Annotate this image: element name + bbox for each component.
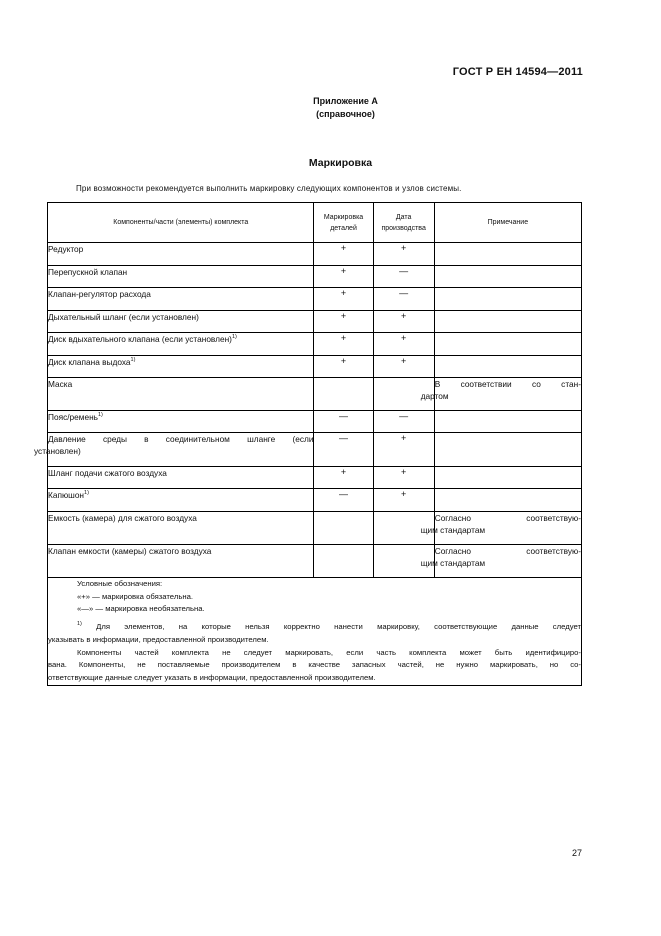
note-cell (434, 489, 581, 512)
footnote-line (48, 621, 581, 634)
annex-heading (0, 95, 661, 121)
note-cell (434, 333, 581, 356)
component-text: Перепускной клапан (48, 267, 128, 277)
note-cell (434, 467, 581, 489)
component-cell (48, 243, 314, 266)
footnote-mark: 1) (77, 621, 82, 628)
component-cell (48, 288, 314, 311)
table-row (48, 545, 582, 578)
component-cell (48, 311, 314, 333)
legend-cell (48, 578, 582, 686)
component-cell (48, 489, 314, 512)
annex-title: Приложение А (313, 96, 378, 106)
footnote-line: указывать в информации, предоставленной производителем. (48, 634, 269, 644)
section-title-text: Маркировка (308, 157, 373, 169)
marking-table (34, 202, 582, 686)
table-row (48, 411, 582, 433)
component-cell (48, 356, 314, 378)
note-cell (434, 288, 581, 311)
header-note: Примечание (434, 203, 581, 243)
component-text: Дыхательный шланг (если установлен) (48, 312, 199, 322)
header-date-line2: производства (381, 224, 426, 232)
table-row (48, 311, 582, 333)
component-cell (48, 545, 314, 578)
paragraph-line: Компоненты частей комплекта не следует маркировать, если часть комплекта может быть идентифициро- (77, 647, 581, 657)
header-marking-line1: Маркировка (323, 213, 364, 221)
component-line: установлен) (34, 446, 81, 456)
date-cell: + (373, 467, 434, 489)
component-cell (48, 266, 314, 288)
note-line: В соответствии со стан- (434, 379, 581, 389)
date-cell: + (373, 489, 434, 512)
component-cell (48, 411, 314, 433)
footnote-ref: 1) (130, 357, 136, 363)
marking-cell: + (314, 356, 373, 378)
legend-plus: «+» — маркировка обязательна. (77, 591, 193, 601)
marking-cell: — (314, 411, 373, 433)
marking-cell: + (314, 333, 373, 356)
legend-title: Условные обозначения: (77, 579, 163, 588)
legend-minus: «—» — маркировка необязательна. (77, 604, 205, 614)
date-cell: + (373, 356, 434, 378)
marking-cell: + (314, 288, 373, 311)
annex-type: (справочное) (316, 109, 375, 119)
table-row (48, 489, 582, 512)
note-cell (434, 356, 581, 378)
note-line: дартом (420, 391, 449, 401)
note-cell (434, 266, 581, 288)
date-cell: — (373, 411, 434, 433)
header-marking (314, 203, 373, 243)
header-marking-line2: деталей (330, 224, 357, 232)
component-line: Давление среды в соединительном шланге (если (48, 434, 314, 444)
marking-cell: + (314, 243, 373, 266)
paragraph-line: ответствующие данные следует указать в информации, предоставленной производителем. (48, 672, 376, 682)
marking-cell (314, 378, 373, 411)
note-line: щим стандартам (420, 558, 486, 568)
table-header-row (48, 203, 582, 243)
note-line: щим стандартам (420, 525, 486, 535)
component-text: Пояс/ремень (48, 412, 98, 422)
component-text: Емкость (камера) для сжатого воздуха (48, 513, 197, 523)
component-cell (48, 467, 314, 489)
intro-text: При возможности рекомендуется выполнить маркировку следующих компонентов и узлов системы. (76, 184, 462, 193)
table-row (48, 243, 582, 266)
component-cell (48, 378, 314, 411)
table-row (48, 433, 582, 467)
date-cell: + (373, 243, 434, 266)
component-text: Диск вдыхательного клапана (если установлен) (48, 334, 232, 344)
footnote-ref: 1) (97, 412, 103, 418)
table-row (48, 333, 582, 356)
date-cell: + (373, 433, 434, 467)
note-line: Согласно соответствую- (434, 546, 581, 556)
note-cell (434, 243, 581, 266)
table-row (48, 467, 582, 489)
marking-cell: — (314, 433, 373, 467)
marking-cell (314, 545, 373, 578)
note-cell (434, 311, 581, 333)
component-text: Маска (48, 379, 73, 389)
note-line: Согласно соответствую- (434, 513, 581, 523)
component-text: Капюшон (48, 490, 85, 500)
table-row (48, 266, 582, 288)
date-cell: — (373, 288, 434, 311)
date-cell: + (373, 311, 434, 333)
component-cell (48, 512, 314, 545)
component-text: Шланг подачи сжатого воздуха (48, 468, 167, 478)
marking-cell: + (314, 467, 373, 489)
footnote-text: Для элементов, на которые нельзя корректно нанести маркировку, соответствующие данные следует (96, 622, 582, 632)
header-date (373, 203, 434, 243)
table-row (48, 512, 582, 545)
marking-cell: — (314, 489, 373, 512)
standard-number: ГОСТ Р ЕН 14594—2011 (452, 66, 583, 78)
note-cell (420, 378, 581, 411)
component-text: Клапан емкости (камеры) сжатого воздуха (48, 546, 212, 556)
note-cell (420, 545, 581, 578)
page-number: 27 (571, 848, 582, 858)
component-cell (48, 333, 314, 356)
footnote-ref: 1) (84, 490, 89, 496)
table-row (48, 356, 582, 378)
marking-cell: + (314, 266, 373, 288)
note-cell (434, 433, 581, 467)
table-row (48, 288, 582, 311)
component-text: Диск клапана выдоха (48, 357, 131, 367)
note-cell (434, 411, 581, 433)
component-cell (34, 433, 314, 467)
legend-row (48, 578, 582, 686)
footnote-ref: 1) (231, 334, 237, 340)
marking-cell: + (314, 311, 373, 333)
marking-cell (314, 512, 373, 545)
paragraph-line: вана. Компоненты, не поставляемые производителем в качестве запасных частей, не нужно маркировать, но со- (48, 660, 581, 670)
section-title (0, 157, 661, 169)
date-cell: — (373, 266, 434, 288)
header-component: Компоненты/части (элементы) комплекта (48, 203, 314, 243)
date-cell: + (373, 333, 434, 356)
header-date-line1: Дата (395, 213, 412, 221)
table-row (48, 378, 582, 411)
component-text: Редуктор (48, 244, 84, 254)
note-cell (420, 512, 581, 545)
component-text: Клапан-регулятор расхода (48, 289, 151, 299)
